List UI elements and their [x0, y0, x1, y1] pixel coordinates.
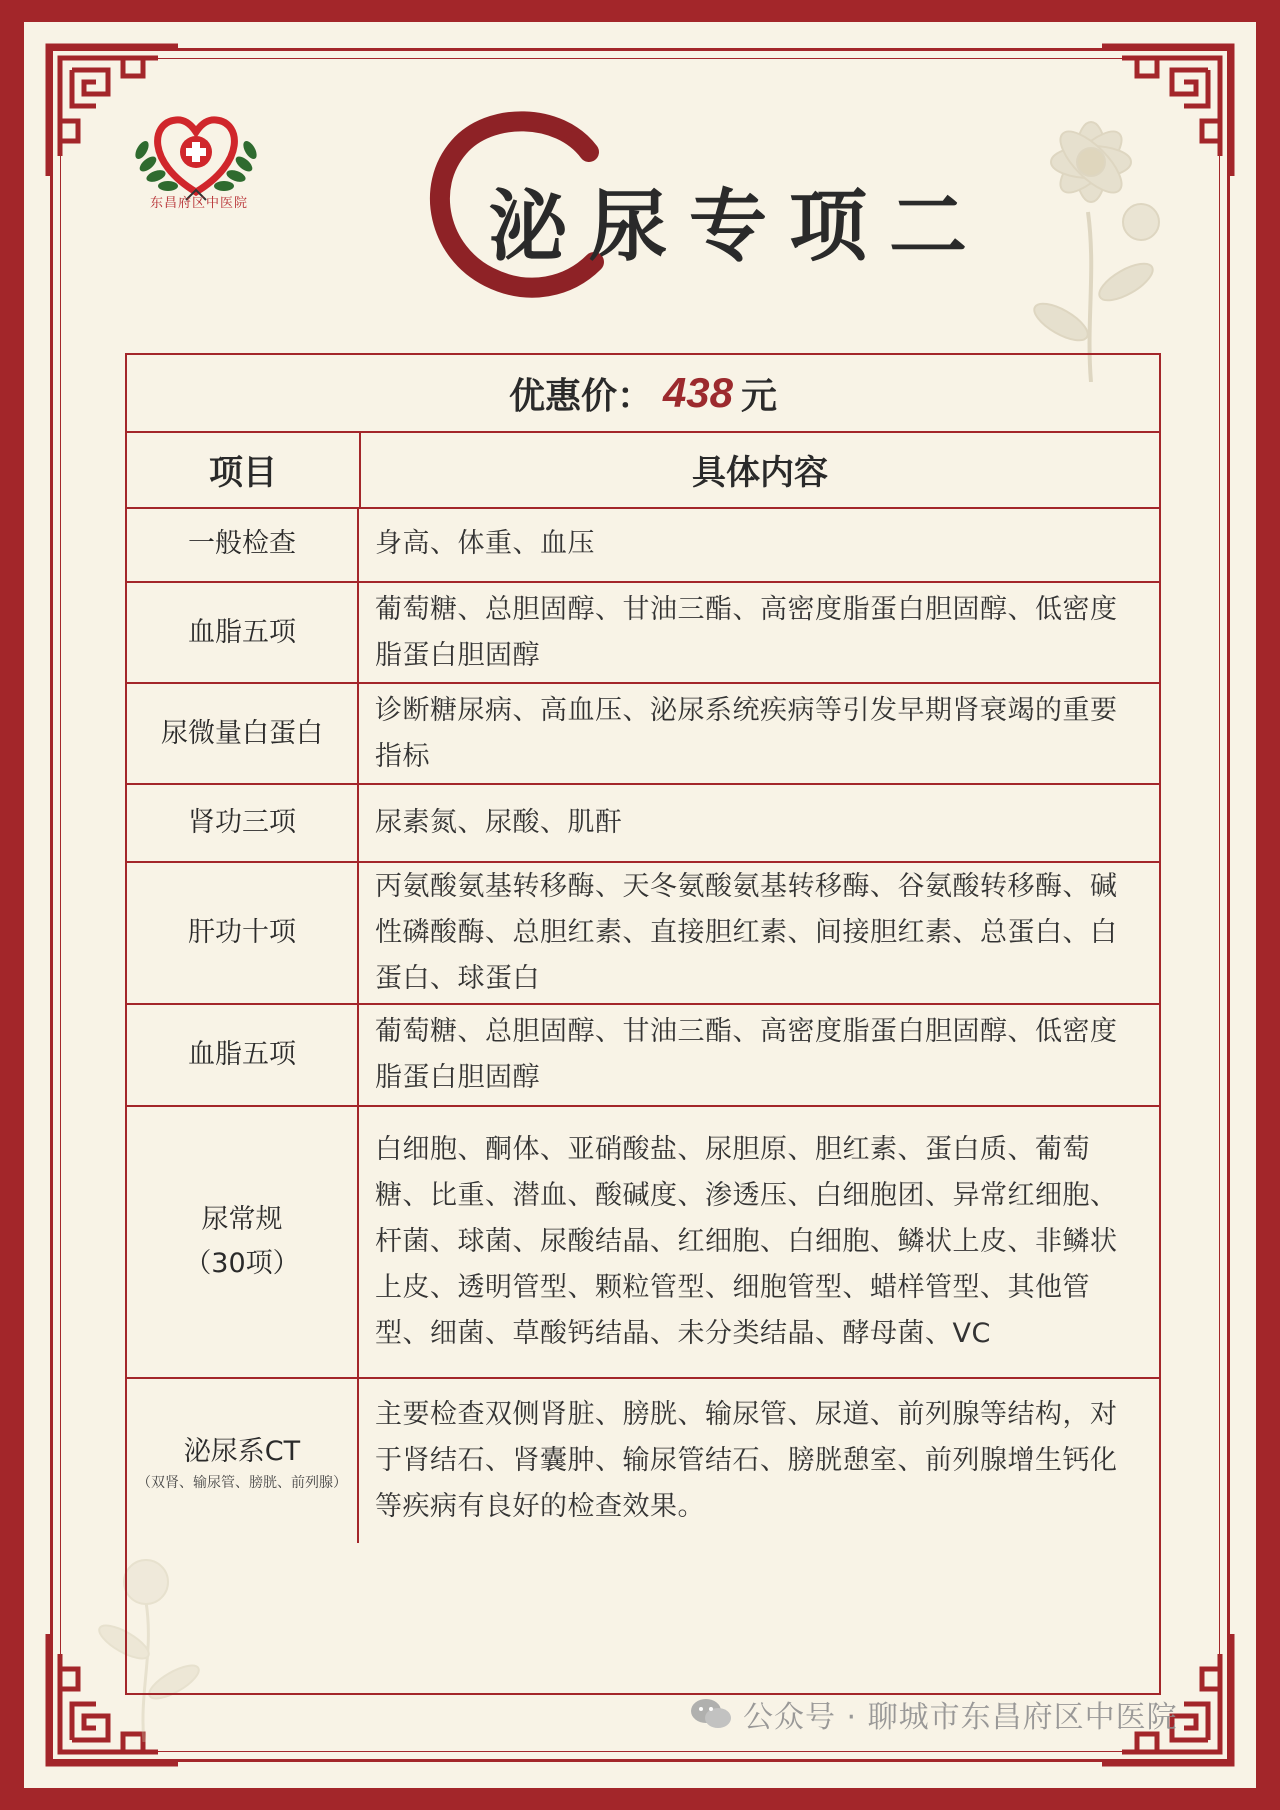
row-content: 葡萄糖、总胆固醇、甘油三酯、高密度脂蛋白胆固醇、低密度脂蛋白胆固醇 — [375, 1016, 1118, 1093]
flower-icon — [1016, 102, 1166, 382]
row-item: 肾功三项 — [188, 807, 296, 838]
exam-table — [125, 353, 1161, 1695]
header-item: 项目 — [127, 431, 361, 507]
table-row — [127, 785, 1159, 863]
row-item: 血脂五项 — [188, 1039, 296, 1070]
price-label: 优惠价： — [508, 375, 653, 417]
row-item-note: （双肾、输尿管、膀胱、前列腺） — [137, 1475, 347, 1491]
table-row — [127, 583, 1159, 684]
price-unit: 元 — [741, 375, 778, 417]
row-content: 主要检查双侧肾脏、膀胱、输尿管、尿道、前列腺等结构，对于肾结石、肾囊肿、输尿管结石、膀胱憩室、前列腺增生钙化等疾病有良好的检查效果。 — [375, 1399, 1118, 1522]
table-row — [127, 1005, 1159, 1107]
logo-text: 东昌府区中医院 — [149, 196, 248, 211]
table-row — [127, 684, 1159, 785]
row-item: 一般检查 — [188, 528, 296, 559]
page-title: 泌尿专项二 — [489, 181, 990, 272]
poster — [24, 22, 1256, 1788]
table-row — [127, 1107, 1159, 1379]
price-row — [127, 355, 1159, 433]
row-content: 身高、体重、血压 — [375, 528, 595, 559]
row-item: 尿常规 — [201, 1204, 283, 1235]
row-content: 丙氨酸氨基转移酶、天冬氨酸氨基转移酶、谷氨酸转移酶、碱性磷酸酶、总胆红素、直接胆红素、间接胆红素、总蛋白、白蛋白、球蛋白 — [375, 871, 1118, 994]
watermark-text: 公众号 · 聊城市东昌府区中医院 — [743, 1700, 1178, 1735]
table-header — [127, 431, 1159, 509]
row-item: 肝功十项 — [188, 917, 296, 948]
row-item: 泌尿系CT — [183, 1436, 301, 1467]
table-row — [127, 1379, 1159, 1543]
wechat-icon — [689, 1697, 733, 1731]
row-item: 尿微量白蛋白 — [161, 717, 323, 749]
header-content: 具体内容 — [692, 452, 828, 493]
row-content: 白细胞、酮体、亚硝酸盐、尿胆原、胆红素、蛋白质、葡萄糖、比重、潜血、酸碱度、渗透压、白细胞团、异常红细胞、杆菌、球菌、尿酸结晶、红细胞、白细胞、鳞状上皮、非鳞状上皮、透明管型、颗粒管型、细胞管型、蜡样管型、其他管型、细菌、草酸钙结晶、未分类结晶、酵母菌、VC — [375, 1134, 1118, 1349]
row-item: 血脂五项 — [188, 616, 296, 648]
price-amount: 438 — [662, 369, 734, 416]
table-body — [127, 507, 1159, 1543]
watermark — [689, 1694, 1178, 1734]
row-content: 葡萄糖、总胆固醇、甘油三酯、高密度脂蛋白胆固醇、低密度脂蛋白胆固醇 — [375, 593, 1118, 671]
row-item-note: （30项） — [184, 1248, 300, 1279]
row-content: 诊断糖尿病、高血压、泌尿系统疾病等引发早期肾衰竭的重要指标 — [375, 694, 1118, 772]
table-row — [127, 863, 1159, 1005]
table-row — [127, 507, 1159, 583]
row-content: 尿素氮、尿酸、肌酐 — [375, 807, 623, 838]
